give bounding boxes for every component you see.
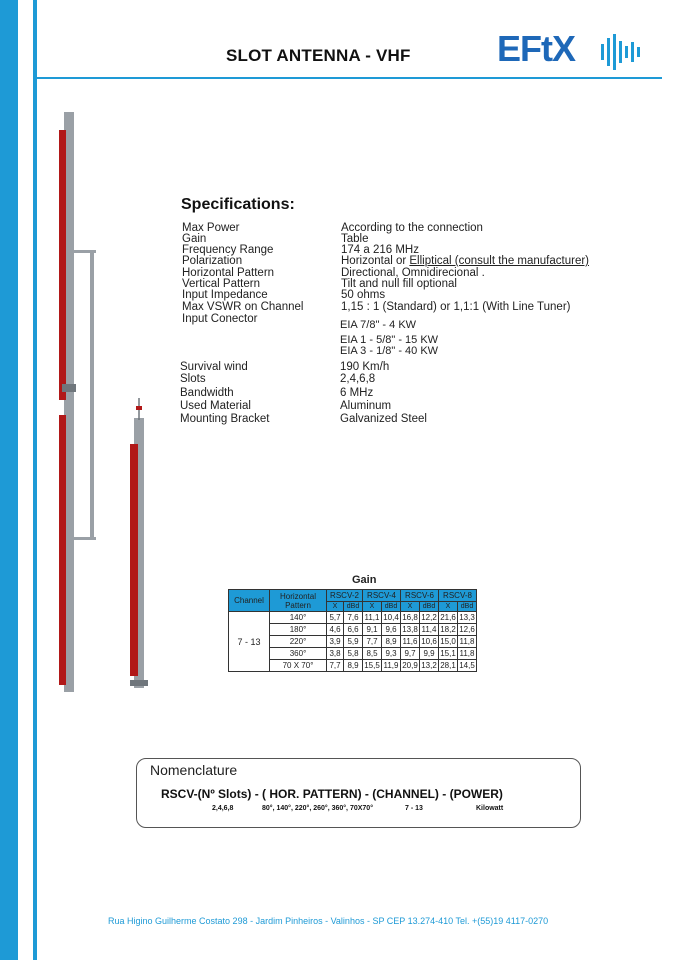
spec-value-connector-1: EIA 7/8" - 4 KW	[340, 319, 417, 331]
gain-cell: 8,9	[382, 636, 401, 648]
gain-cell: 12,2	[421, 613, 437, 622]
page-title: SLOT ANTENNA - VHF	[226, 46, 411, 65]
spec-value-max-power: According to the connection	[341, 222, 483, 234]
nomenclature-patterns: 80°, 140°, 220°, 260°, 360°, 70X70°	[262, 805, 373, 812]
gain-cell: 15,0	[440, 637, 456, 646]
sound-wave-icon	[601, 32, 647, 72]
gain-cell: 5,8	[344, 648, 363, 660]
spec-label-frequency: Frequency Range	[182, 244, 274, 256]
gain-cell: 11,9	[382, 660, 401, 672]
gain-cell: 9,6	[382, 624, 401, 636]
nomenclature-power: Kilowatt	[476, 805, 504, 812]
spec-value-horizontal-pattern: Directional, Omnidirecional .	[341, 267, 485, 279]
gain-cell: 9,9	[420, 648, 439, 660]
pattern-cell: 140°	[270, 612, 327, 624]
subheader-dbd: dBd	[344, 602, 363, 612]
subheader-dbd: dBd	[420, 602, 439, 612]
gain-cell: 13,3	[459, 613, 475, 622]
subheader-x: X	[439, 602, 458, 612]
spec-value-frequency: 174 a 216 MHz	[341, 244, 419, 256]
polarization-prefix: Horizontal or	[341, 255, 410, 267]
spec-value-polarization	[341, 256, 589, 268]
spec-label-horizontal-pattern: Horizontal Pattern	[182, 267, 275, 279]
gain-cell: 11,4	[420, 624, 439, 636]
nomenclature-format: RSCV-(Nº Slots) - ( HOR. PATTERN) - (CHANNEL) - (POWER)	[161, 787, 503, 801]
gain-cell: 7,6	[344, 612, 363, 624]
footer-address: Rua Higino Guilherme Costato 298 - Jardim Pinheiros - Valinhos - SP CEP 13.274-410 Tel. +(55)19 4117-0270	[108, 916, 549, 926]
spec-label-survival-wind: Survival wind	[180, 361, 248, 373]
spec-value-survival-wind: 190 Km/h	[340, 361, 390, 373]
col-model-header: RSCV-6	[401, 590, 439, 602]
spec-value-mounting: Galvanized Steel	[340, 413, 427, 425]
col-pattern-header: Horizontal Pattern	[270, 590, 327, 612]
gain-cell: 21,6	[440, 613, 456, 622]
col-model-header: RSCV-8	[439, 590, 477, 602]
spec-value-slots: 2,4,6,8	[340, 373, 376, 385]
spec-value-connector-3: EIA 3 - 1/8" - 40 KW	[340, 345, 439, 357]
spec-value-vertical-pattern: Tilt and null fill optional	[341, 278, 457, 290]
spec-value-gain: Table	[341, 233, 369, 245]
gain-cell: 6,6	[344, 624, 363, 636]
gain-cell: 3,9	[327, 636, 344, 648]
gain-cell: 5,7	[327, 612, 344, 624]
gain-cell: 9,1	[363, 624, 382, 636]
gain-cell: 7,7	[363, 636, 382, 648]
spec-label-vertical-pattern: Vertical Pattern	[182, 278, 260, 290]
nomenclature-slots: 2,4,6,8	[212, 805, 234, 812]
gain-cell: 10,4	[383, 613, 399, 622]
gain-cell: 15,5	[364, 661, 380, 670]
spec-label-vswr: Max VSWR on Channel	[182, 301, 304, 313]
gain-cell: 11,1	[363, 612, 382, 624]
spec-value-impedance: 50 ohms	[341, 289, 386, 301]
nomenclature-channel: 7 - 13	[405, 805, 423, 812]
spec-label-slots: Slots	[180, 373, 206, 385]
left-accent-line	[33, 0, 37, 960]
specifications-heading: Specifications:	[181, 196, 295, 213]
gain-cell: 5,9	[344, 636, 363, 648]
gain-cell: 8,9	[344, 660, 363, 672]
subheader-x: X	[363, 602, 382, 612]
spec-value-connector-2: EIA 1 - 5/8" - 15 KW	[340, 334, 439, 346]
gain-cell: 15,1	[440, 649, 456, 658]
spec-label-material: Used Material	[180, 400, 251, 412]
spec-label-impedance: Input Impedance	[182, 289, 268, 301]
gain-cell: 18,2	[440, 625, 456, 634]
gain-cell: 11,8	[458, 636, 477, 648]
spec-label-bandwidth: Bandwidth	[180, 387, 234, 399]
spec-value-bandwidth: 6 MHz	[340, 387, 374, 399]
pattern-cell: 180°	[270, 624, 327, 636]
gain-cell: 13,2	[421, 661, 437, 670]
polarization-elliptical: Elliptical (consult the manufacturer)	[409, 255, 589, 267]
company-logo	[497, 28, 647, 78]
gain-cell: 9,7	[401, 648, 420, 660]
subheader-dbd: dBd	[458, 602, 477, 612]
gain-cell: 20,9	[402, 661, 418, 670]
gain-cell: 11,6	[401, 636, 420, 648]
spec-label-polarization: Polarization	[182, 255, 243, 267]
spec-value-vswr: 1,15 : 1 (Standard) or 1,1:1 (With Line Tuner)	[341, 301, 571, 313]
spec-label-max-power: Max Power	[182, 222, 240, 234]
gain-cell: 16,8	[402, 613, 418, 622]
subheader-x: X	[327, 602, 344, 612]
gain-cell: 4,6	[327, 624, 344, 636]
channel-cell: 7 - 13	[229, 612, 270, 672]
subheader-x: X	[401, 602, 420, 612]
pattern-cell: 70 X 70°	[270, 660, 327, 672]
pattern-cell: 360°	[270, 648, 327, 660]
gain-cell: 11,8	[458, 648, 477, 660]
gain-table	[228, 589, 477, 672]
spec-label-gain: Gain	[182, 233, 207, 245]
logo-text: EFtX	[497, 28, 576, 69]
gain-cell: 9,3	[382, 648, 401, 660]
antenna-illustration	[50, 100, 170, 700]
col-model-header: RSCV-4	[363, 590, 401, 602]
spec-label-connector: Input Conector	[182, 313, 258, 325]
gain-cell: 28,1	[440, 661, 456, 670]
pattern-cell: 220°	[270, 636, 327, 648]
spec-label-mounting: Mounting Bracket	[180, 413, 270, 425]
nomenclature-title: Nomenclature	[150, 762, 238, 778]
gain-cell: 3,8	[327, 648, 344, 660]
gain-cell: 13,8	[402, 625, 418, 634]
gain-cell: 7,7	[327, 660, 344, 672]
gain-cell: 14,5	[459, 661, 475, 670]
gain-cell: 8,5	[363, 648, 382, 660]
spec-value-material: Aluminum	[340, 400, 392, 412]
gain-table-title: Gain	[352, 574, 377, 586]
left-accent-bar	[0, 0, 18, 960]
col-channel-header: Channel	[229, 590, 270, 612]
col-model-header: RSCV-2	[327, 590, 363, 602]
table-row	[229, 612, 477, 624]
gain-cell: 10,6	[421, 637, 437, 646]
subheader-dbd: dBd	[382, 602, 401, 612]
gain-cell: 12,6	[459, 625, 475, 634]
